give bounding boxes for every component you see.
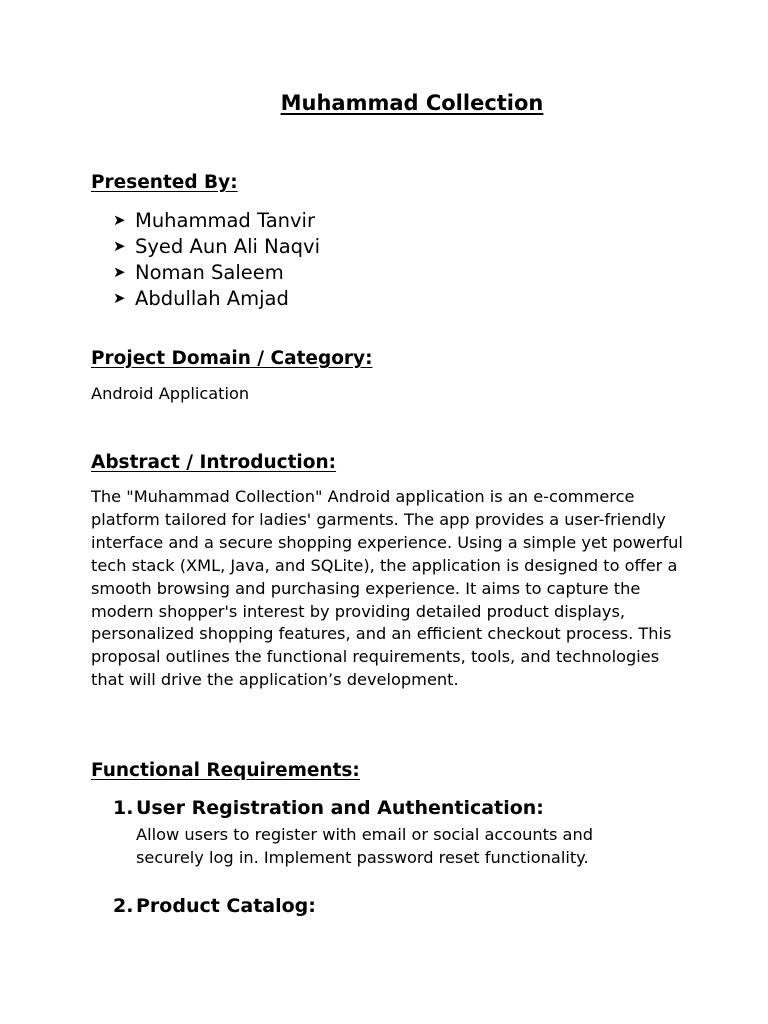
list-item (113, 893, 646, 919)
presenters-list (113, 207, 320, 311)
functional-requirements-heading: Functional Requirements: (91, 760, 360, 781)
requirement-number: 2. (113, 895, 134, 917)
presenter-name: Abdullah Amjad (135, 286, 289, 310)
document-title: Muhammad Collection (280, 91, 544, 115)
requirement-title-row (113, 893, 646, 919)
abstract-heading: Abstract / Introduction: (91, 452, 337, 473)
abstract-text: The "Muhammad Collection" Android application is an e-commerce platform tailored for ladies' garments. The app provides a user-friendly interface and a secure shopping experience. Using a simple yet powerful tech stack (XML, Java, and SQLite), the application is designed to offer a smooth browsing and purchasing experience. It aims to capture the modern shopper's interest by providing detailed product displays, personalized shopping features, and an efficient checkout process. This proposal outlines the functional requirements, tools, and technologies that will drive the application’s development. (91, 487, 683, 690)
presenter-name: Noman Saleem (135, 260, 284, 284)
arrow-bullet-icon: ➤ (113, 237, 126, 255)
presenter-name: Syed Aun Ali Naqvi (135, 234, 320, 258)
domain-heading: Project Domain / Category: (91, 348, 373, 369)
list-item (113, 285, 320, 311)
requirement-description: Allow users to register with email or social accounts and securely log in. Implement password reset functionality. (136, 825, 594, 867)
requirement-title-row (113, 795, 646, 821)
list-item (113, 233, 320, 259)
list-item (113, 207, 320, 233)
requirement-number: 1. (113, 797, 134, 819)
list-item (113, 259, 320, 285)
presenter-name: Muhammad Tanvir (135, 208, 315, 232)
arrow-bullet-icon: ➤ (113, 211, 126, 229)
requirement-title: User Registration and Authentication: (136, 797, 544, 819)
domain-text: Android Application (91, 384, 250, 403)
arrow-bullet-icon: ➤ (113, 289, 126, 307)
list-item (113, 795, 646, 869)
requirements-list (113, 795, 646, 943)
presented-by-heading: Presented By: (91, 172, 238, 193)
requirement-title: Product Catalog: (136, 895, 316, 917)
arrow-bullet-icon: ➤ (113, 263, 126, 281)
